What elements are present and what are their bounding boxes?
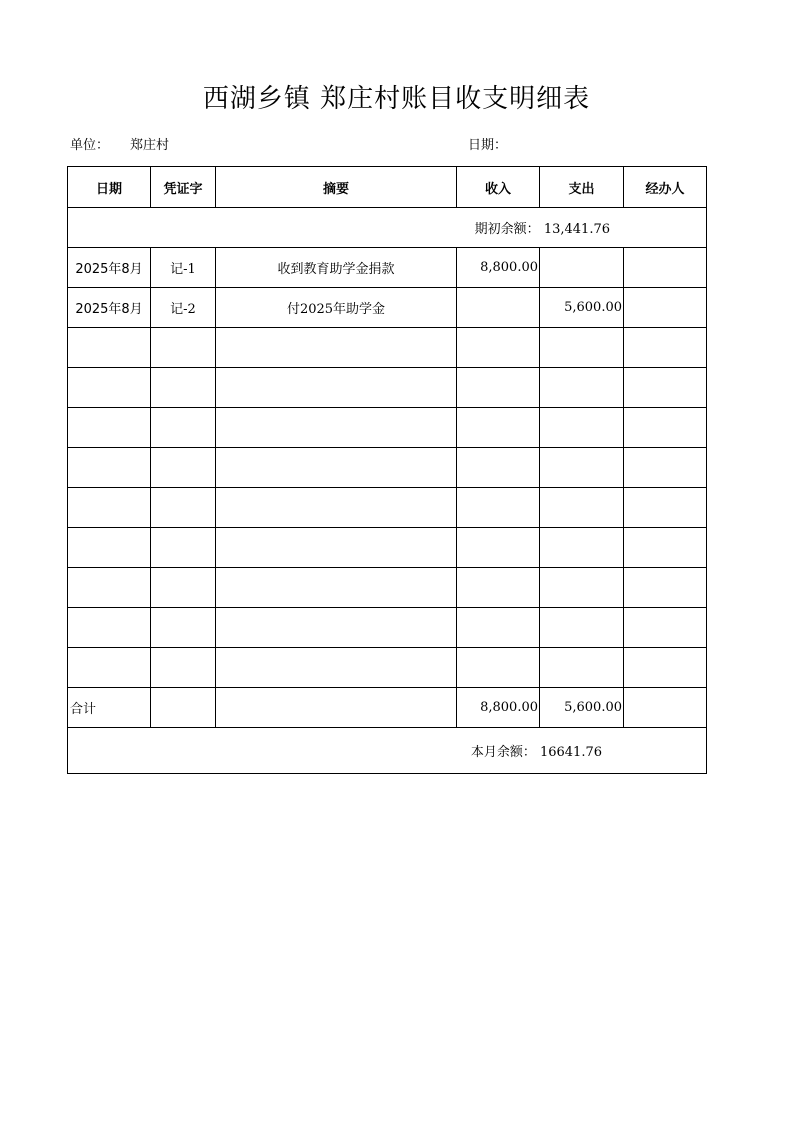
closing-balance-cell bbox=[68, 728, 707, 774]
table-row bbox=[68, 288, 707, 328]
header-expense: 支出 bbox=[540, 167, 624, 208]
row-expense bbox=[540, 248, 624, 288]
row-summary: 收到教育助学金捐款 bbox=[216, 248, 457, 288]
empty-row bbox=[68, 568, 707, 608]
header-summary: 摘要 bbox=[216, 167, 457, 208]
empty-row bbox=[68, 408, 707, 448]
opening-balance-row bbox=[68, 208, 707, 248]
unit-value: 郑庄村 bbox=[130, 138, 170, 153]
date-label: 日期： bbox=[468, 138, 508, 153]
row-summary: 付2025年助学金 bbox=[216, 288, 457, 328]
row-expense: 5,600.00 bbox=[540, 288, 624, 328]
row-date: 2025年8月 bbox=[68, 248, 151, 288]
header-handler: 经办人 bbox=[624, 167, 707, 208]
closing-balance-row bbox=[68, 728, 707, 774]
total-income: 8,800.00 bbox=[457, 688, 540, 728]
row-voucher: 记-2 bbox=[151, 288, 216, 328]
empty-row bbox=[68, 448, 707, 488]
total-label: 合计 bbox=[68, 688, 151, 728]
row-handler bbox=[624, 248, 707, 288]
closing-balance-label: 本月余额： bbox=[470, 745, 536, 760]
ledger-table bbox=[67, 166, 707, 774]
closing-balance-value: 16641.76 bbox=[539, 745, 602, 760]
opening-balance-label: 期初余额： bbox=[474, 222, 540, 237]
header-income: 收入 bbox=[457, 167, 540, 208]
empty-row bbox=[68, 328, 707, 368]
opening-balance-cell bbox=[68, 208, 707, 248]
row-date: 2025年8月 bbox=[68, 288, 151, 328]
row-income: 8,800.00 bbox=[457, 248, 540, 288]
row-income bbox=[457, 288, 540, 328]
page-title: 西湖乡镇 郑庄村账目收支明细表 bbox=[202, 84, 591, 114]
empty-row bbox=[68, 608, 707, 648]
unit-label: 单位： bbox=[70, 138, 110, 153]
total-row bbox=[68, 688, 707, 728]
header-row bbox=[68, 167, 707, 208]
opening-balance-value: 13,441.76 bbox=[543, 222, 610, 237]
total-expense: 5,600.00 bbox=[540, 688, 624, 728]
row-handler bbox=[624, 288, 707, 328]
table-row bbox=[68, 248, 707, 288]
empty-row bbox=[68, 648, 707, 688]
empty-row bbox=[68, 488, 707, 528]
header-voucher: 凭证字 bbox=[151, 167, 216, 208]
empty-row bbox=[68, 368, 707, 408]
empty-row bbox=[68, 528, 707, 568]
row-voucher: 记-1 bbox=[151, 248, 216, 288]
header-date: 日期 bbox=[68, 167, 151, 208]
